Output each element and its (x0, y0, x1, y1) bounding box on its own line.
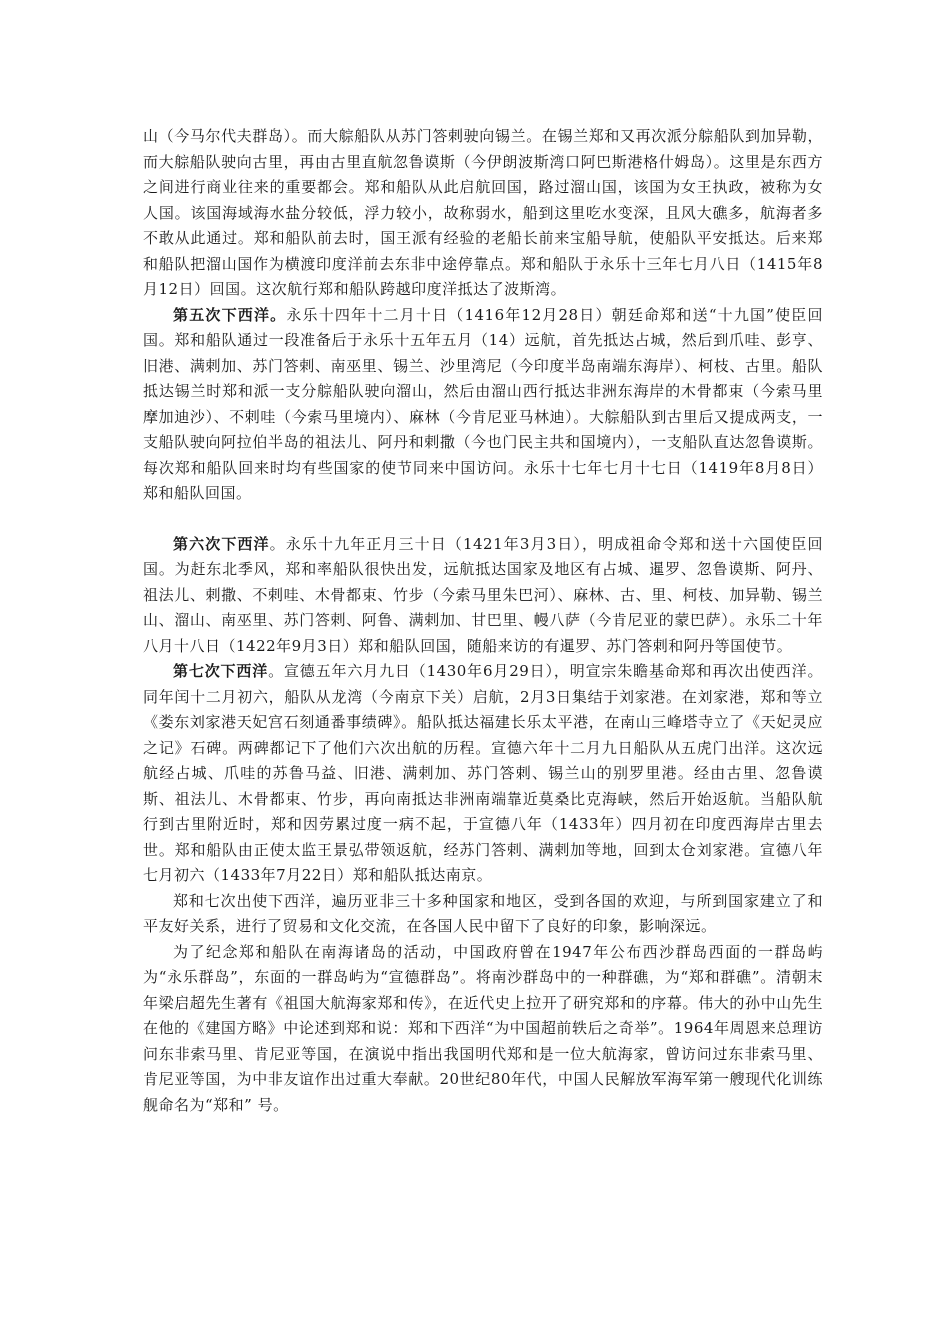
paragraph-text: 山（今马尔代夫群岛）。而大䑸船队从苏门答剌驶向锡兰。在锡兰郑和又再次派分䑸船队到加异勒，而大䑸船队驶向古里，再由古里直航忽鲁谟斯（今伊朗波斯湾口阿巴斯港格什姆岛）。这里是东西方之间进行商业往来的重要都会。郑和船队从此启航回国，路过溜山国，该国为女王执政，被称为女人国。该国海域海水盐分较低，浮力较小，故称弱水，船到这里吃水变深，且风大礁多，航海者多不敢从此通过。郑和船队前去时，国王派有经验的老船长前来宝船导航，使船队平安抵达。后来郑和船队把溜山国作为横渡印度洋前去东非中途停靠点。郑和船队于永乐十三年七月八日（1415年8月12日）回国。这次航行郑和船队跨越印度洋抵达了波斯湾。 (143, 127, 823, 298)
paragraph-commemoration (143, 940, 823, 1119)
document-page (143, 124, 823, 1118)
section-heading: 第七次下西洋 (173, 662, 269, 680)
paragraph-seventh-voyage (143, 659, 823, 889)
section-heading: 第六次下西洋 (173, 534, 270, 553)
paragraph-text: 。永乐十九年正月三十日（1421年3月3日），明成祖命令郑和送十六国使臣回国。为赶东北季风，郑和率船队很快出发，远航抵达国家及地区有占城、暹罗、忽鲁谟斯、阿丹、祖法儿、剌撒、不剌哇、木骨都束、竹步（今索马里朱巴河）、麻林、古、里、柯枝、加异勒、锡兰山、溜山、南巫里、苏门答剌、阿鲁、满剌加、甘巴里、幔八萨（今肯尼亚的蒙巴萨）。永乐二十年八月十八日（1422年9月3日）郑和船队回国，随船来访的有暹罗、苏门答剌和阿丹等国使节。 (143, 534, 823, 655)
paragraph-text: 郑和七次出使下西洋，遍历亚非三十多种国家和地区，受到各国的欢迎，与所到国家建立了和平友好关系，进行了贸易和文化交流，在各国人民中留下了良好的印象，影响深远。 (143, 891, 823, 935)
paragraph-fifth-voyage (143, 303, 823, 507)
paragraph-fourth-voyage-continued (143, 124, 823, 303)
section-heading: 第五次下西洋。 (173, 305, 287, 324)
paragraph-summary (143, 889, 823, 940)
paragraph-text: 永乐十四年十二月十日（1416年12月28日）朝廷命郑和送“十九国”使臣回国。郑和船队通过一段准备后于永乐十五年五月（14）远航，首先抵达占城，然后到爪哇、彭亨、旧港、满剌加、苏门答剌、南巫里、锡兰、沙里湾尼（今印度半岛南端东海岸）、柯枝、古里。船队抵达锡兰时郑和派一支分䑸船队驶向溜山，然后由溜山西行抵达非洲东海岸的木骨都束（今索马里摩加迪沙）、不剌哇（今索马里境内）、麻林（今肯尼亚马林迪）。大䑸船队到古里后又提成两支，一支船队驶向阿拉伯半岛的祖法儿、阿丹和剌撒（今也门民主共和国境内），一支船队直达忽鲁谟斯。每次郑和船队回来时均有些国家的使节同来中国访问。永乐十七年七月十七日（1419年8月8日）郑和船队回国。 (143, 305, 823, 502)
paragraph-sixth-voyage (143, 532, 823, 660)
paragraph-text: 。宣德五年六月九日（1430年6月29日），明宣宗朱瞻基命郑和再次出使西洋。同年闰十二月初六，船队从龙湾（今南京下关）启航，2月3日集结于刘家港。在刘家港，郑和等立《娄东刘家港天妃宫石刻通番事绩碑》。船队抵达福建长乐太平港，在南山三峰塔寺立了《天妃灵应之记》石碑。两碑都记下了他们六次出航的历程。宣德六年十二月九日船队从五虎门出洋。这次远航经占城、爪哇的苏鲁马益、旧港、满剌加、苏门答剌、锡兰山的别罗里港。经由古里、忽鲁谟斯、祖法儿、木骨都束、竹步，再向南抵达非洲南端靠近莫桑比克海峡，然后开始返航。当船队航行到古里附近时，郑和因劳累过度一病不起，于宣德八年（1433年）四月初在印度西海岸古里去世。郑和船队由正使太监王景弘带领返航，经苏门答剌、满剌加等地，回到太仓刘家港。宣德八年七月初六（1433年7月22日）郑和船队抵达南京。 (143, 662, 823, 884)
paragraph-text: 为了纪念郑和船队在南海诸岛的活动，中国政府曾在1947年公布西沙群岛西面的一群岛屿为“永乐群岛”，东面的一群岛屿为“宣德群岛”。将南沙群岛中的一种群礁，为“郑和群礁”。清朝末年梁启超先生著有《祖国大航海家郑和传》，在近代史上拉开了研究郑和的序幕。伟大的孙中山先生在他的《建国方略》中论述到郑和说：郑和下西洋“为中国超前轶后之奇举”。1964年周恩来总理访问东非索马里、肯尼亚等国，在演说中指出我国明代郑和是一位大航海家，曾访问过东非索马里、肯尼亚等国，为中非友谊作出过重大奉献。20世纪80年代，中国人民解放军海军第一艘现代化训练舰命名为“郑和” 号。 (143, 942, 823, 1114)
